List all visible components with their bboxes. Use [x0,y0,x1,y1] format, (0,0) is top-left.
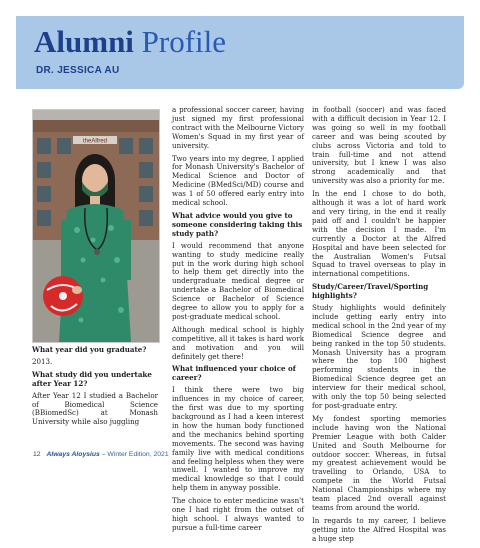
paragraph: Study highlights would definitely include getting early entry into medical school in the 2nd year of my Biomedical Science degree and being ranked in the top 50 students. Monash University has a program where the top 100 highest performing students in the Biomedical Science degree get an interview for their medical school, with only the top 50 being selected for post-graduate entry. [312,303,446,410]
profile-photo-illustration [33,110,159,342]
question-highlights: Study/Career/Travel/Sporting highlights? [312,282,429,301]
question-study-after-year12: What study did you undertake after Year 12? [32,369,152,388]
paragraph: I think there were two big influences in my choice of career, the first was due to my sporting background as I had a keen interest in how the human body functioned and the mechanics behind sporting movements. The second was having family live with medical conditions and feeling helpless when they were unwell. I wanted to improve my medical knowledge so that I could help them in anyway possible. [172,385,304,493]
paragraph: in football (soccer) and was faced with a difficult decision in Year 12. I was going so well in my football career and was being scouted by clubs across Victoria and told to train full-time and not attend university, but I knew I was also strong academically and that university was also a priority for me. [312,105,446,186]
profile-photo [32,109,160,343]
paragraph: In regards to my career, I believe getting into the Alfred Hospital was a huge step [312,515,446,543]
paragraph: I would recommend that anyone wanting to study medicine really put in the work during high school to help them get directly into the undergraduate medical degree or undertake a Bachelor of Biomedical Science or Bachelor of Science degree to allow you to apply for a post-graduate medical school. [172,240,304,321]
column-3 [312,106,446,548]
page-footer [33,451,169,458]
question-advice: What advice would you give to someone considering taking this study path? [172,210,303,238]
column-1 [32,346,158,431]
paragraph: In the end I chose to do both, although it was a lot of hard work and very tiring, in the end it really paid off and I couldn't be happier with the decision I made. I'm currently a Doctor at the Alfred Hospital and have been selected for the Australian Women's Futsal Squad to travel overseas to play in international competitions. [312,189,446,279]
page-title [34,24,226,60]
paragraph: My fondest sporting memories include having won the National Premier League with both Calder United and South Melbourne for outdoor soccer. Whereas, in futsal my greatest achievement would be travelling to Orlando, USA to compete in the World Futsal National Championships where my team placed 2nd overall against teams from around the world. [312,413,446,512]
title-light: Profile [141,24,227,59]
question-graduation-year: What year did you graduate? [32,345,147,354]
answer-graduation-year: 2013. [32,356,53,366]
edition-label: – Winter Edition, 2021 [101,451,169,458]
paragraph: Although medical school is highly competitive, all it takes is hard work and motivation and you will definitely get there! [172,324,304,361]
title-banner [16,16,464,89]
paragraph: The choice to enter medicine wasn't one I had right from the outset of high school. I always wanted to pursue a full-time career [172,496,304,532]
answer-study-after-year12: After Year 12 I studied a Bachelor of Biomedical Science (BBiomedSc) at Monash University while also juggling [32,390,158,427]
question-career-influence: What influenced your choice of career? [172,364,296,383]
byline: DR. JESSICA AU [36,65,120,76]
title-bold: Alumni [34,24,134,59]
paragraph: a professional soccer career, having just signed my first professional contract with the Melbourne Victory Women's Squad in my first year of university. [172,105,304,150]
magazine-name: Always Aloysius [46,451,100,458]
column-2 [172,106,304,537]
paragraph: Two years into my degree, I applied for Monash University's Bachelor of Medical Science and Doctor of Medicine (BMedSci/MD) course and was 1 of 50 offered early entry into medical school. [172,153,304,208]
page-number: 12 [33,451,41,458]
building-sign: theAlfred [82,138,108,145]
